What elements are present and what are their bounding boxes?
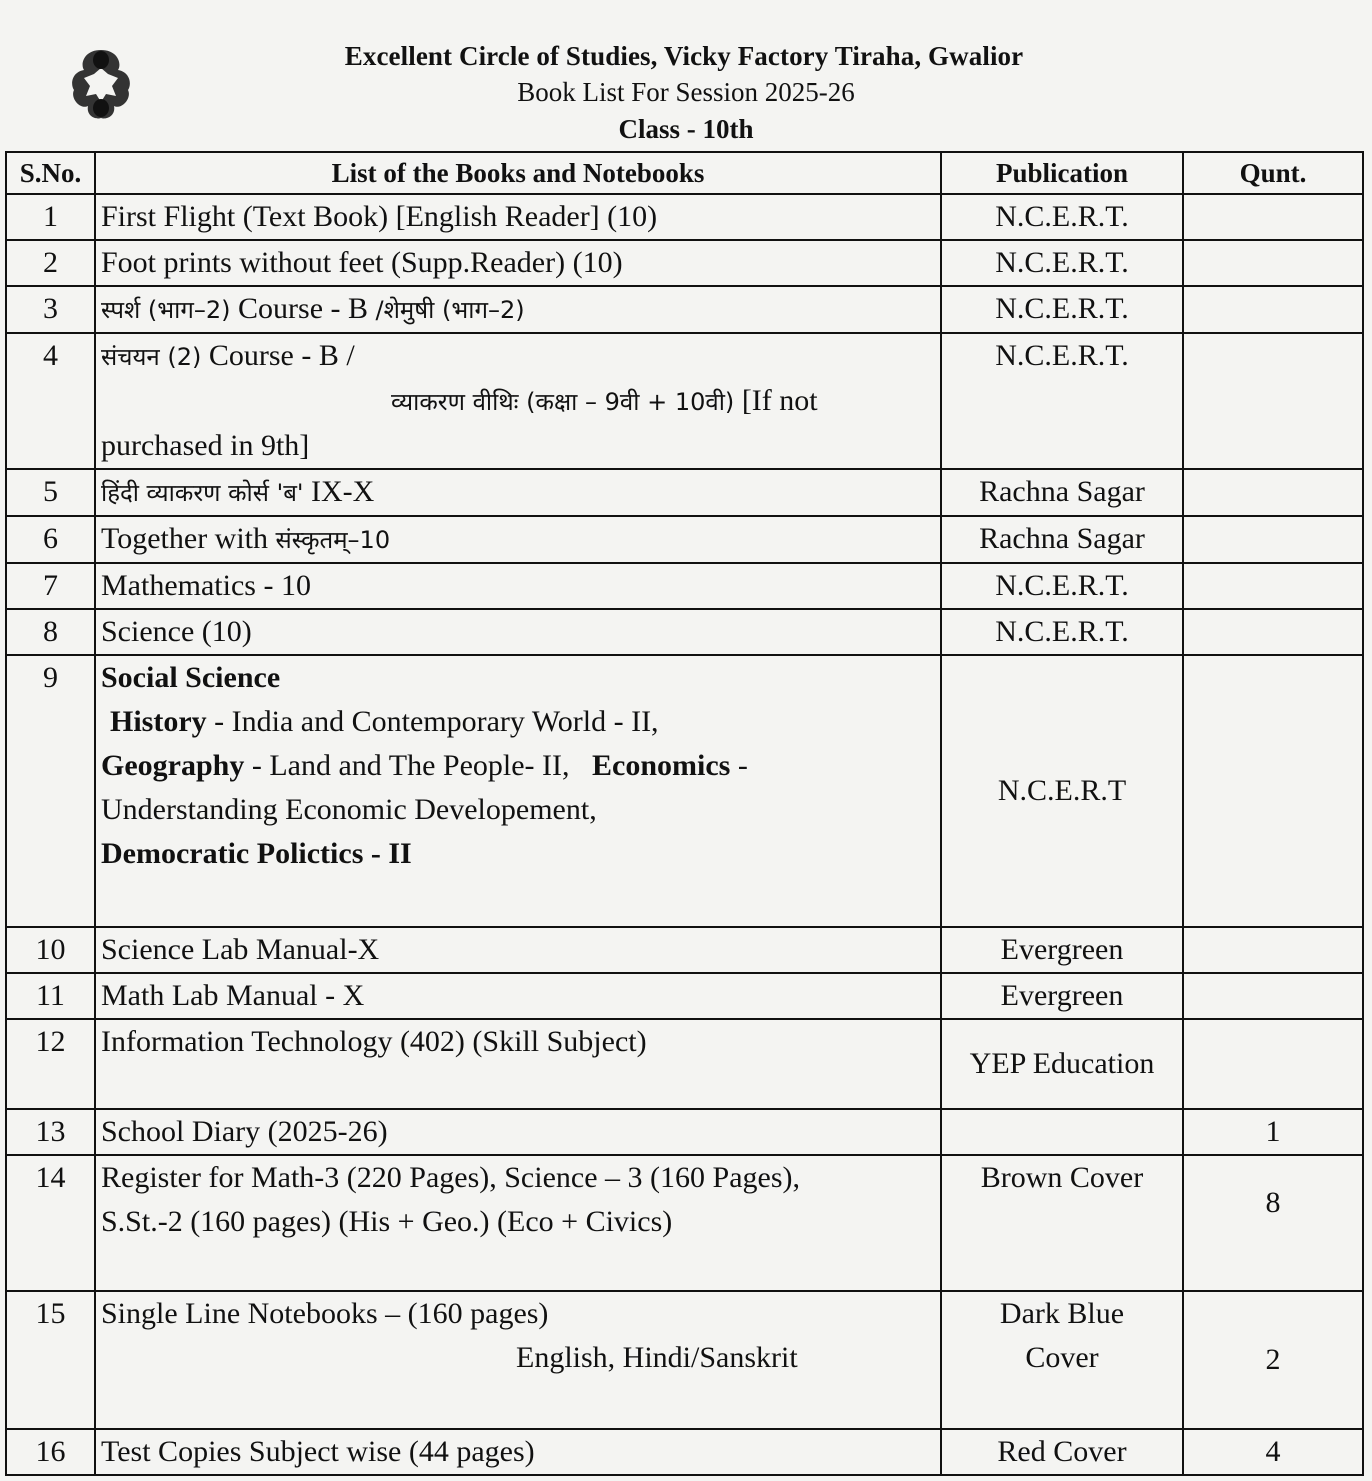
row-sno: 14: [6, 1155, 95, 1291]
row-title: [95, 516, 941, 563]
row-quantity: 4: [1183, 1429, 1363, 1475]
header-list: List of the Books and Notebooks: [95, 152, 941, 194]
row-sno: 6: [6, 516, 95, 563]
row-quantity: [1183, 194, 1363, 240]
table-header-row: [6, 152, 1363, 194]
row-sno: 9: [6, 655, 95, 927]
row-quantity: 1: [1183, 1109, 1363, 1155]
table-row: [6, 194, 1363, 240]
row-quantity: [1183, 333, 1363, 469]
row-quantity: [1183, 286, 1363, 333]
title-line-2: English, Hindi/Sanskrit: [516, 1341, 798, 1374]
row-publication: N.C.E.R.T.: [941, 240, 1183, 286]
civics-line: [101, 832, 940, 876]
row-sno: 15: [6, 1291, 95, 1429]
school-name: Excellent Circle of Studies, Vicky Factory Tiraha, Gwalior: [344, 41, 1024, 71]
header-quantity: Qunt.: [1183, 152, 1363, 194]
row-sno: 8: [6, 609, 95, 655]
title-line-1: Register for Math-3 (220 Pages), Science – 3 (160 Pages),: [101, 1161, 800, 1194]
row-title: [95, 469, 941, 516]
row-title: [95, 286, 941, 333]
row-publication: Brown Cover: [941, 1155, 1183, 1291]
history-text: - India and Contemporary World - II,: [206, 705, 659, 738]
row-quantity: [1183, 240, 1363, 286]
row-publication: YEP Education: [941, 1019, 1183, 1109]
title-english-part: IX-X: [303, 475, 375, 508]
book-list-table: [5, 151, 1364, 1476]
session-title: Book List For Session 2025-26: [517, 77, 855, 107]
table-row: [6, 286, 1363, 333]
row-title: [95, 655, 941, 927]
row-publication: N.C.E.R.T.: [941, 563, 1183, 609]
publication-line-2: Cover: [1025, 1341, 1099, 1374]
row-title: Science Lab Manual-X: [95, 927, 941, 973]
row-title: First Flight (Text Book) [English Reader] (10): [95, 194, 941, 240]
row-sno: 12: [6, 1019, 95, 1109]
title-hindi-part: /शेमुषी (भाग–2): [375, 296, 525, 324]
row-title: Mathematics - 10: [95, 563, 941, 609]
geography-text: - Land and The People- II,: [244, 749, 593, 782]
row-sno: 1: [6, 194, 95, 240]
title-line-1: Single Line Notebooks – (160 pages): [101, 1297, 549, 1330]
row-title: Math Lab Manual - X: [95, 973, 941, 1019]
economics-text: -: [730, 749, 748, 782]
row-publication: [941, 1109, 1183, 1155]
table-row: [6, 333, 1363, 469]
row-quantity: [1183, 609, 1363, 655]
row-sno: 3: [6, 286, 95, 333]
row-sno: 11: [6, 973, 95, 1019]
publication-line-1: Dark Blue: [999, 1297, 1125, 1330]
geography-line: [101, 744, 940, 788]
row-sno: 2: [6, 240, 95, 286]
row-title: [95, 333, 941, 469]
table-row: [6, 1291, 1363, 1429]
table-row: [6, 1155, 1363, 1291]
title-english-part: [If not: [734, 384, 818, 417]
row-publication: Rachna Sagar: [941, 469, 1183, 516]
row-publication: N.C.E.R.T.: [941, 286, 1183, 333]
table-row: [6, 1429, 1363, 1475]
history-label: History: [110, 705, 207, 738]
row-quantity: [1183, 516, 1363, 563]
economics-title: Understanding Economic Developement,: [101, 793, 597, 826]
title-line-2: [101, 379, 940, 424]
row-title: Science (10): [95, 609, 941, 655]
title-hindi-part: व्याकरण वीथिः (कक्षा – 9वी + 10वी): [391, 388, 735, 416]
row-publication: Evergreen: [941, 927, 1183, 973]
table-row: [6, 240, 1363, 286]
row-quantity: [1183, 973, 1363, 1019]
row-title: [95, 1291, 941, 1429]
table-row: [6, 516, 1363, 563]
row-publication: Red Cover: [941, 1429, 1183, 1475]
row-title: School Diary (2025-26): [95, 1109, 941, 1155]
table-row: [6, 1019, 1363, 1109]
row-publication: N.C.E.R.T.: [941, 333, 1183, 469]
civics-text: - II: [363, 837, 412, 870]
title-english-part: Course - B /: [201, 339, 355, 372]
row-quantity: [1183, 1019, 1363, 1109]
row-sno: 5: [6, 469, 95, 516]
row-publication: N.C.E.R.T: [941, 655, 1183, 927]
subject-heading: Social Science: [101, 661, 281, 694]
header-sno: S.No.: [6, 152, 95, 194]
title-english-part: Course - B: [230, 292, 376, 325]
row-publication: N.C.E.R.T.: [941, 609, 1183, 655]
row-quantity: [1183, 655, 1363, 927]
document-header: [0, 38, 1372, 148]
history-line: [101, 700, 940, 744]
row-sno: 16: [6, 1429, 95, 1475]
row-title: Information Technology (402) (Skill Subject): [95, 1019, 941, 1109]
table-row: [6, 563, 1363, 609]
row-quantity: [1183, 563, 1363, 609]
row-publication: [941, 1291, 1183, 1429]
row-title: Test Copies Subject wise (44 pages): [95, 1429, 941, 1475]
class-title: Class - 10th: [618, 114, 754, 144]
row-quantity: 2: [1183, 1291, 1363, 1429]
table-row: [6, 927, 1363, 973]
economics-label: Economics: [592, 749, 731, 782]
row-quantity: 8: [1183, 1155, 1363, 1291]
title-hindi-part: संचयन (2): [101, 343, 202, 371]
row-publication: Evergreen: [941, 973, 1183, 1019]
table-row: [6, 973, 1363, 1019]
row-publication: Rachna Sagar: [941, 516, 1183, 563]
title-hindi-part: हिंदी व्याकरण कोर्स 'ब': [101, 479, 304, 507]
table-row: [6, 609, 1363, 655]
row-publication: N.C.E.R.T.: [941, 194, 1183, 240]
row-title: [95, 1155, 941, 1291]
title-line-3: purchased in 9th]: [101, 429, 310, 462]
table-row: [6, 469, 1363, 516]
title-line-1: [101, 334, 940, 379]
row-quantity: [1183, 469, 1363, 516]
row-sno: 7: [6, 563, 95, 609]
row-sno: 10: [6, 927, 95, 973]
header-publication: Publication: [941, 152, 1183, 194]
row-sno: 4: [6, 333, 95, 469]
title-english-part: Together with: [101, 522, 276, 555]
table-row: [6, 655, 1363, 927]
civics-label: Democratic Polictics: [101, 837, 364, 870]
title-line-2: S.St.-2 (160 pages) (His + Geo.) (Eco + Civics): [101, 1205, 673, 1238]
row-quantity: [1183, 927, 1363, 973]
row-title: Foot prints without feet (Supp.Reader) (10): [95, 240, 941, 286]
row-sno: 13: [6, 1109, 95, 1155]
geography-label: Geography: [101, 749, 245, 782]
title-hindi-part: स्पर्श (भाग–2): [101, 296, 231, 324]
table-row: [6, 1109, 1363, 1155]
title-hindi-part: संस्कृतम्–10: [275, 526, 391, 554]
